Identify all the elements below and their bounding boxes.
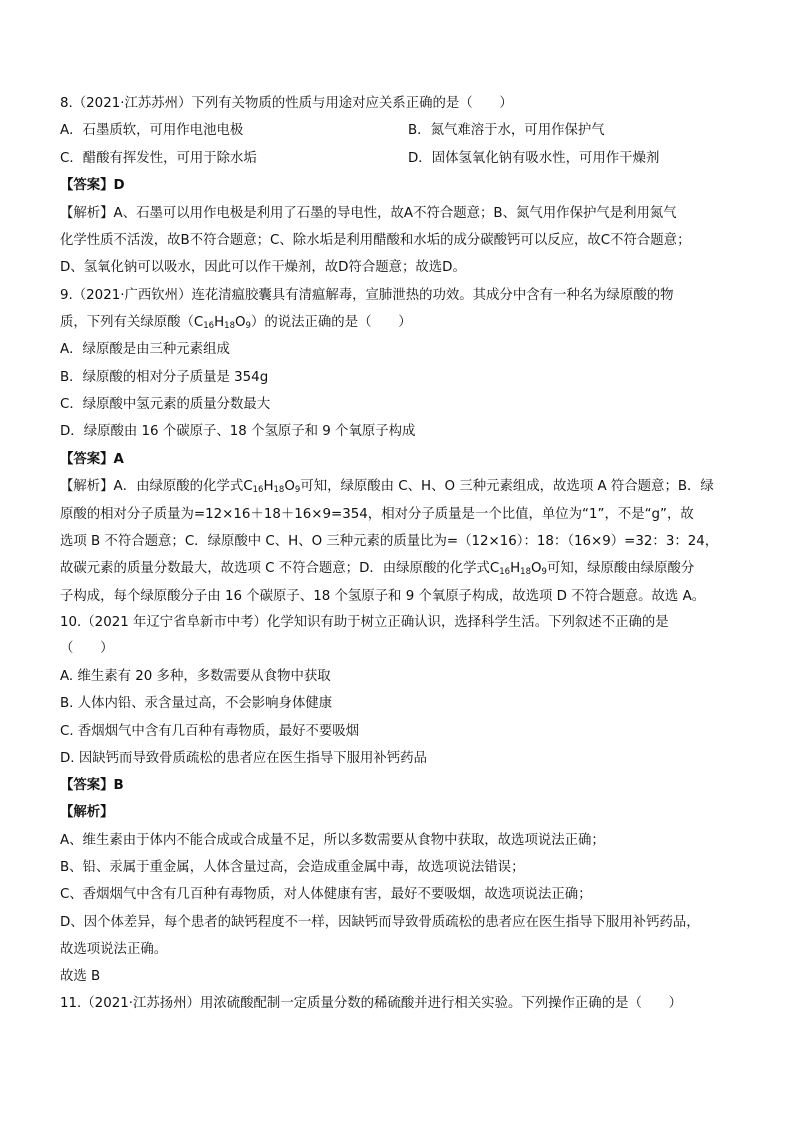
q8-options-row-2 — [60, 150, 740, 168]
q10-stem-line-2: （ ） — [60, 641, 114, 656]
q9-analysis-line: 子构成，每个绿原酸分子由 16 个碳原子、18 个氢原子和 9 个氧原子构成，故选项 D 不符合题意。故选 A。 — [60, 589, 706, 604]
q8-analysis-line: 【解析】A、石墨可以用作电极是利用了石墨的导电性，故A不符合题意；B、氮气用作保护气是利用氮气 — [60, 206, 677, 221]
q10-choice: 故选 B — [60, 969, 101, 984]
q11-stem: 11.（2021·江苏扬州）用浓硫酸配制一定质量分数的稀硫酸并进行相关实验。下列操作正确的是（ ） — [60, 996, 683, 1011]
q10-stem-line-1: 10.（2021 年辽宁省阜新市中考）化学知识有助于树立正确认识，选择科学生活。下列叙述不正确的是 — [60, 615, 669, 630]
q9-analysis-line: 选项 B 不符合题意；C．绿原酸中 C、H、O 三种元素的质量比为=（12×16）：18：（16×9）=32：3：24， — [60, 534, 719, 549]
q10-option-c: C. 香烟烟气中含有几百种有毒物质，最好不要吸烟 — [60, 724, 360, 739]
q10-analysis-line: B、铅、汞属于重金属，人体含量过高，会造成重金属中毒，故选项说法错误； — [60, 860, 525, 875]
q10-analysis-line: A、维生素由于体内不能合成或合成量不足，所以多数需要从食物中获取，故选项说法正确； — [60, 833, 605, 848]
q8-option-b: B．氮气难溶于水，可用作保护气 — [408, 123, 605, 138]
q10-analysis-line: D、因个体差异，每个患者的缺钙程度不一样，因缺钙而导致骨质疏松的患者应在医生指导下服用补钙药品， — [60, 915, 700, 930]
q8-option-c: C．醋酸有挥发性，可用于除水垢 — [60, 151, 257, 166]
q9-analysis-line: 【解析】A．由绿原酸的化学式$C_{16}H_{18}O_9$可知，绿原酸由 C、H、O 三种元素组成，故选项 A 符合题意；B．绿 — [60, 479, 714, 495]
q9-stem-line-1: 9.（2021·广西钦州）连花清瘟胶囊具有清瘟解毒，宣肺泄热的功效。其成分中含有一种名为绿原酸的物 — [60, 288, 674, 303]
chemical-formula: $C_{16}H_{18}O_9$ — [489, 561, 547, 577]
q10-answer: 【答案】B — [60, 778, 124, 793]
q9-option-b: B．绿原酸的相对分子质量是 354g — [60, 370, 269, 385]
q9-answer: 【答案】A — [60, 452, 124, 467]
q9-option-c: C．绿原酸中氢元素的质量分数最大 — [60, 397, 271, 412]
q8-analysis-line: D、氢氧化钠可以吸水，因此可以作干燥剂，故D符合题意；故选D。 — [60, 260, 466, 275]
chemical-formula: $C_{16}H_{18}O_9$ — [193, 315, 251, 331]
q8-answer: 【答案】D — [60, 178, 125, 193]
q9-analysis-line: 原酸的相对分子质量为=12×16＋18＋16×9=354，相对分子质量是一个比值，单位为“1”，不是“g”，故 — [60, 507, 694, 522]
q9-option-a: A．绿原酸是由三种元素组成 — [60, 342, 230, 357]
q8-option-a: A．石墨质软，可用作电池电极 — [60, 123, 244, 138]
q9-stem-line-2: 质，下列有关绿原酸$(C_{16}H_{18}O_9)$的说法正确的是（ ） — [60, 315, 412, 331]
q9-option-d: D．绿原酸由 16 个碳原子、18 个氢原子和 9 个氧原子构成 — [60, 424, 416, 439]
q8-options-row-1 — [60, 122, 740, 140]
q8-analysis-line: 化学性质不活泼，故B不符合题意；C、除水垢是利用醋酸和水垢的成分碳酸钙可以反应，故C不符合题意； — [60, 233, 691, 248]
q8-option-d: D．固体氢氧化钠有吸水性，可用作干燥剂 — [408, 151, 660, 166]
chemical-formula: $C_{16}H_{18}O_9$ — [243, 479, 301, 495]
q10-option-b: B. 人体内铅、汞含量过高，不会影响身体健康 — [60, 696, 333, 711]
q8-stem: 8.（2021·江苏苏州）下列有关物质的性质与用途对应关系正确的是（ ） — [60, 96, 513, 111]
q10-analysis-line: 故选项说法正确。 — [60, 942, 168, 957]
q10-option-d: D. 因缺钙而导致骨质疏松的患者应在医生指导下服用补钙药品 — [60, 751, 427, 766]
q10-analysis-label: 【解析】 — [60, 805, 114, 820]
q10-option-a: A. 维生素有 20 多种，多数需要从食物中获取 — [60, 669, 331, 684]
q10-analysis-line: C、香烟烟气中含有几百种有毒物质，对人体健康有害，最好不要吸烟，故选项说法正确； — [60, 887, 592, 902]
q9-analysis-line: 故碳元素的质量分数最大，故选项 C 不符合题意；D．由绿原酸的化学式$C_{16}H_{18}O_9$可知，绿原酸由绿原酸分 — [60, 561, 695, 577]
